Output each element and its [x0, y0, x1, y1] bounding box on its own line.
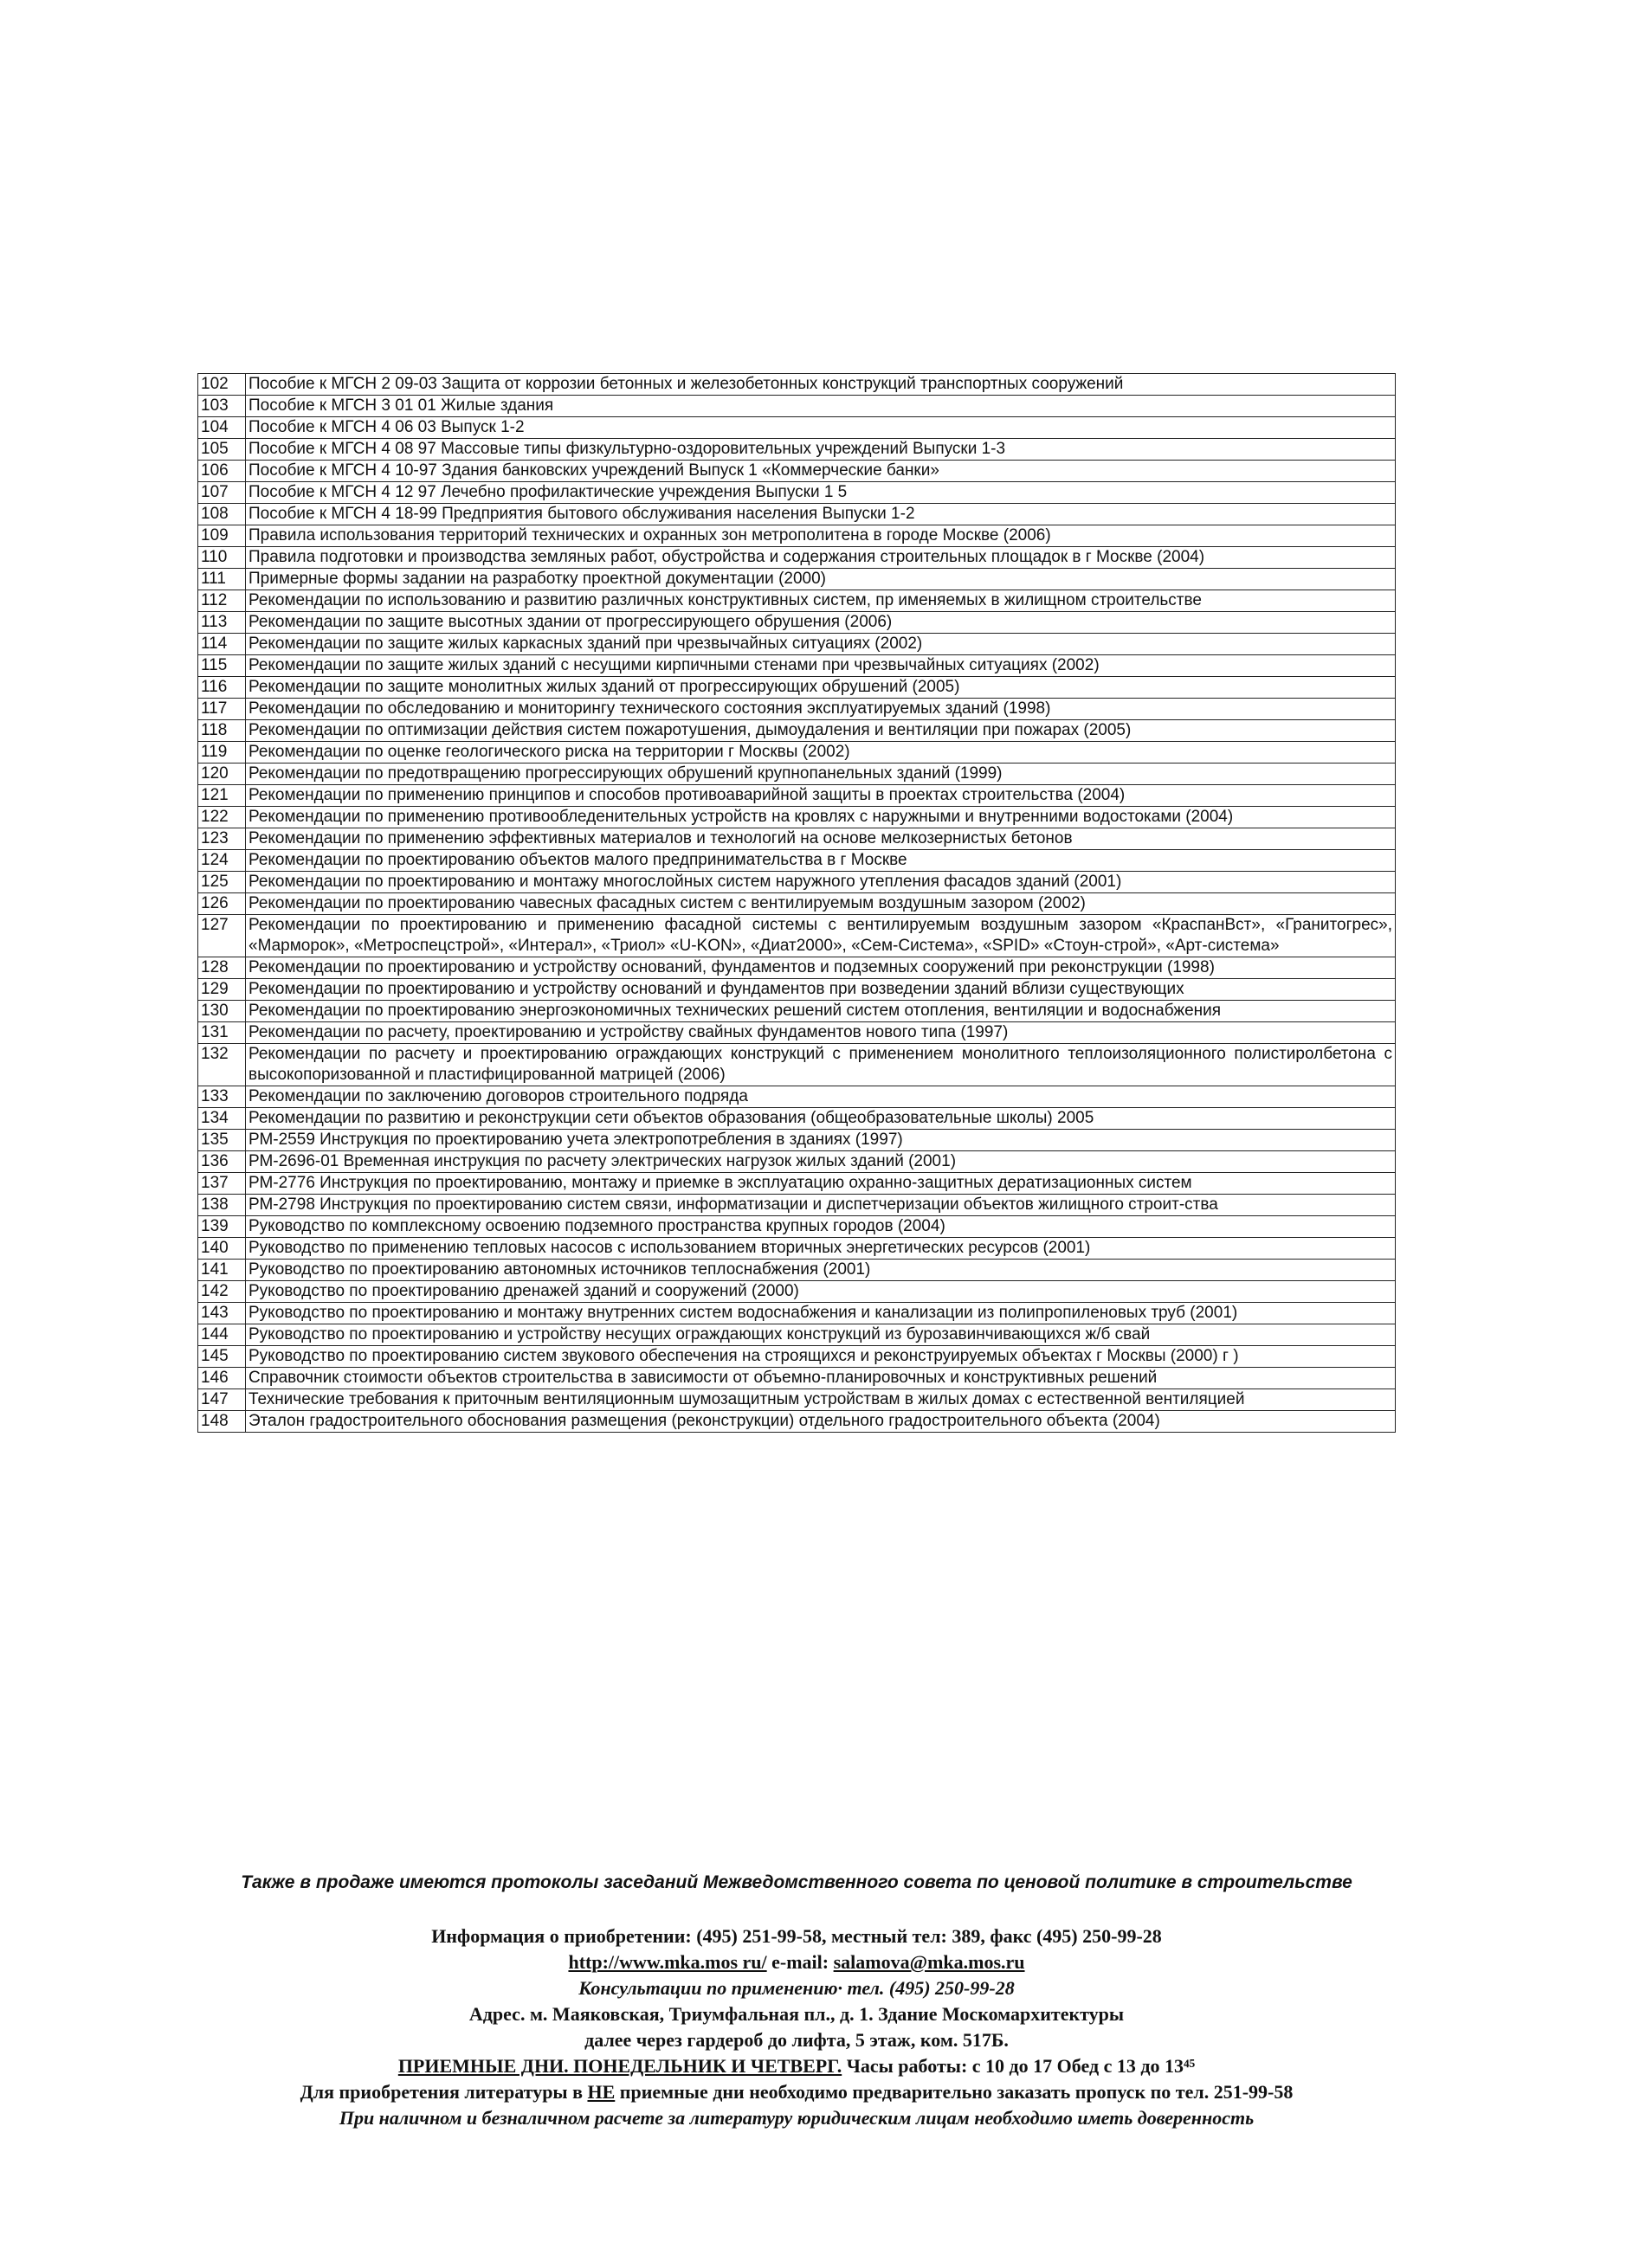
row-title: Рекомендации по защите монолитных жилых зданий от прогрессирующих обрушений (2005) — [246, 677, 1396, 699]
row-number: 111 — [198, 569, 246, 590]
row-title: Правила использования территорий технических и охранных зон метрополитена в городе Москве (2006) — [246, 525, 1396, 547]
row-title: Рекомендации по защите высотных здании от прогрессирующего обрушения (2006) — [246, 612, 1396, 634]
table-row — [198, 547, 1396, 569]
row-title: Рекомендации по применению принципов и способов противоаварийной защиты в проектах строительства (2004) — [246, 785, 1396, 807]
row-title: Пособие к МГСН 3 01 01 Жилые здания — [246, 396, 1396, 417]
row-title: Пособие к МГСН 4 08 97 Массовые типы физкультурно-оздоровительных учреждений Выпуски 1-3 — [246, 439, 1396, 461]
address-detail-line: далее через гардероб до лифта, 5 этаж, ком. 517Б. — [584, 2029, 1009, 2051]
table-row — [198, 915, 1396, 957]
row-title: Руководство по применению тепловых насосов с использованием вторичных энергетических ресурсов (2001) — [246, 1238, 1396, 1260]
row-title: Эталон градостроительного обоснования размещения (реконструкции) отдельного градостроительного объекта (2004) — [246, 1411, 1396, 1433]
table-row — [198, 1238, 1396, 1260]
row-title: Руководство по проектированию автономных источников теплоснабжения (2001) — [246, 1260, 1396, 1281]
row-title: Рекомендации по проектированию и устройству оснований, фундаментов и подземных сооружений при реконструкции (1998) — [246, 957, 1396, 979]
row-title: Пособие к МГСН 4 12 97 Лечебно профилактические учреждения Выпуски 1 5 — [246, 482, 1396, 504]
purchase-info — [139, 1923, 1455, 2131]
row-title: Рекомендации по проектированию объектов малого предпринимательства в г Москве — [246, 850, 1396, 872]
table-row — [198, 677, 1396, 699]
row-title: Руководство по проектированию систем звукового обеспечения на строящихся и реконструируемых объектах г Москвы (2000) г ) — [246, 1346, 1396, 1368]
row-number: 137 — [198, 1173, 246, 1195]
row-title: Технические требования к приточным вентиляционным шумозащитным устройствам в жилых домах с естественной вентиляцией — [246, 1389, 1396, 1411]
row-number: 105 — [198, 439, 246, 461]
info-web-line — [139, 1949, 1455, 1975]
row-number: 116 — [198, 677, 246, 699]
row-title: Рекомендации по проектированию энергоэкономичных технических решений систем отопления, вентиляции и водоснабжения — [246, 1001, 1396, 1022]
row-number: 125 — [198, 872, 246, 893]
row-number: 123 — [198, 828, 246, 850]
row-number: 142 — [198, 1281, 246, 1303]
table-row — [198, 1303, 1396, 1324]
row-title: РМ-2798 Инструкция по проектированию систем связи, информатизации и диспетчеризации объектов жилищного строит-ства — [246, 1195, 1396, 1216]
table-row — [198, 1324, 1396, 1346]
publications-table-body — [198, 374, 1396, 1433]
row-title: Руководство по комплексному освоению подземного пространства крупных городов (2004) — [246, 1216, 1396, 1238]
table-row — [198, 590, 1396, 612]
table-row — [198, 828, 1396, 850]
row-number: 122 — [198, 807, 246, 828]
pass-order-line — [139, 2079, 1455, 2105]
working-hours: Часы работы: с 10 до 17 Обед с 13 до 13⁴⁵ — [846, 2055, 1196, 2077]
row-number: 109 — [198, 525, 246, 547]
table-row — [198, 807, 1396, 828]
row-title: Пособие к МГСН 4 10-97 Здания банковских учреждений Выпуск 1 «Коммерческие банки» — [246, 461, 1396, 482]
row-number: 121 — [198, 785, 246, 807]
row-number: 113 — [198, 612, 246, 634]
row-title: Рекомендации по обследованию и мониторингу технического состояния эксплуатируемых зданий (1998) — [246, 699, 1396, 720]
row-number: 120 — [198, 764, 246, 785]
row-number: 130 — [198, 1001, 246, 1022]
row-number: 110 — [198, 547, 246, 569]
table-row — [198, 1151, 1396, 1173]
row-number: 103 — [198, 396, 246, 417]
row-number: 148 — [198, 1411, 246, 1433]
address-line: Адрес. м. Маяковская, Триумфальная пл., д. 1. Здание Москомархитектуры — [468, 2003, 1125, 2025]
row-title: Пособие к МГСН 4 18-99 Предприятия бытового обслуживания населения Выпуски 1-2 — [246, 504, 1396, 525]
info-phone-line: Информация о приобретении: (495) 251-99-58, местный тел: 389, факс (495) 250-99-28 — [431, 1925, 1162, 1947]
table-row — [198, 1411, 1396, 1433]
table-row — [198, 1173, 1396, 1195]
row-number: 115 — [198, 655, 246, 677]
table-row — [198, 1368, 1396, 1389]
table-row — [198, 396, 1396, 417]
pass-order-pre: Для приобретения литературы в — [300, 2081, 583, 2103]
table-row — [198, 1022, 1396, 1044]
row-title: Руководство по проектированию дренажей зданий и сооружений (2000) — [246, 1281, 1396, 1303]
row-title: Рекомендации по использованию и развитию различных конструктивных систем, пр именяемых в жилищном строительстве — [246, 590, 1396, 612]
row-number: 102 — [198, 374, 246, 396]
row-number: 108 — [198, 504, 246, 525]
table-row — [198, 1260, 1396, 1281]
website-link[interactable]: http://www.mka.mos ru/ — [568, 1951, 767, 1973]
row-title: Рекомендации по применению эффективных материалов и технологий на основе мелкозернистых бетонов — [246, 828, 1396, 850]
row-title: Рекомендации по проектированию и устройству оснований и фундаментов при возведении зданий вблизи существующих — [246, 979, 1396, 1001]
pass-order-post: приемные дни необходимо предварительно заказать пропуск по тел. 251-99-58 — [619, 2081, 1294, 2103]
table-row — [198, 893, 1396, 915]
table-row — [198, 525, 1396, 547]
table-row — [198, 785, 1396, 807]
table-row — [198, 1346, 1396, 1368]
row-title: Рекомендации по применению противообледенительных устройств на кровлях с наружными и внутренними водостоками (2004) — [246, 807, 1396, 828]
table-row — [198, 1195, 1396, 1216]
row-title: РМ-2696-01 Временная инструкция по расчету электрических нагрузок жилых зданий (2001) — [246, 1151, 1396, 1173]
table-row — [198, 1281, 1396, 1303]
table-row — [198, 655, 1396, 677]
row-number: 133 — [198, 1086, 246, 1108]
row-title: Рекомендации по проектированию чавесных фасадных систем с вентилируемым воздушным зазором (2002) — [246, 893, 1396, 915]
row-title: Пособие к МГСН 2 09-03 Защита от коррозии бетонных и железобетонных конструкций транспортных сооружений — [246, 374, 1396, 396]
table-row — [198, 979, 1396, 1001]
row-title: Рекомендации по проектированию и монтажу многослойных систем наружного утепления фасадов зданий (2001) — [246, 872, 1396, 893]
row-number: 127 — [198, 915, 246, 957]
row-title: Рекомендации по предотвращению прогрессирующих обрушений крупнопанельных зданий (1999) — [246, 764, 1396, 785]
table-row — [198, 461, 1396, 482]
row-number: 117 — [198, 699, 246, 720]
email-link[interactable]: salamova@mka.mos.ru — [833, 1951, 1025, 1973]
table-row — [198, 1130, 1396, 1151]
table-row — [198, 850, 1396, 872]
row-title: Правила подготовки и производства земляных работ, обустройства и содержания строительных площадок в г Москве (2004) — [246, 547, 1396, 569]
row-number: 140 — [198, 1238, 246, 1260]
table-row — [198, 1001, 1396, 1022]
row-number: 104 — [198, 417, 246, 439]
row-title: Рекомендации по расчету, проектированию и устройству свайных фундаментов нового типа (1997) — [246, 1022, 1396, 1044]
reception-days: ПРИЕМНЫЕ ДНИ. ПОНЕДЕЛЬНИК И ЧЕТВЕРГ. — [397, 2055, 842, 2077]
row-title: РМ-2559 Инструкция по проектированию учета электропотребления в зданиях (1997) — [246, 1130, 1396, 1151]
row-number: 145 — [198, 1346, 246, 1368]
row-title: Рекомендации по заключению договоров строительного подряда — [246, 1086, 1396, 1108]
table-row — [198, 742, 1396, 764]
row-title: Пособие к МГСН 4 06 03 Выпуск 1-2 — [246, 417, 1396, 439]
row-number: 139 — [198, 1216, 246, 1238]
table-row — [198, 1086, 1396, 1108]
publications-table — [197, 373, 1396, 1433]
payment-note: При наличном и безналичном расчете за литературу юридическим лицам необходимо иметь доверенность — [339, 2107, 1255, 2129]
row-number: 134 — [198, 1108, 246, 1130]
row-title: Руководство по проектированию и устройству несущих ограждающих конструкций из бурозавинчивающихся ж/б свай — [246, 1324, 1396, 1346]
table-row — [198, 872, 1396, 893]
row-number: 114 — [198, 634, 246, 655]
row-number: 144 — [198, 1324, 246, 1346]
table-row — [198, 417, 1396, 439]
table-row — [198, 569, 1396, 590]
row-title: Руководство по проектированию и монтажу внутренних систем водоснабжения и канализации из полипропиленовых труб (2001) — [246, 1303, 1396, 1324]
row-title: Рекомендации по защите жилых зданий с несущими кирпичными стенами при чрезвычайных ситуациях (2002) — [246, 655, 1396, 677]
table-row — [198, 1216, 1396, 1238]
row-title: Рекомендации по защите жилых каркасных зданий при чрезвычайных ситуациях (2002) — [246, 634, 1396, 655]
pass-order-ne: НЕ — [587, 2081, 616, 2103]
row-number: 141 — [198, 1260, 246, 1281]
row-title: Справочник стоимости объектов строительства в зависимости от объемно-планировочных и конструктивных решений — [246, 1368, 1396, 1389]
row-title: Рекомендации по проектированию и применению фасадной системы с вентилируемым воздушным зазором «КраспанВст», «Гранитогрес», «Марморок», «Метроспецстрой», «Интерал», «Триол» «U-KON», «Диат2000», «Сем-Система», «SPID» «Стоун-строй», «Арт-система» — [246, 915, 1396, 957]
reception-days-line — [139, 2053, 1455, 2079]
row-title: Рекомендации по оптимизации действия систем пожаротушения, дымоудаления и вентиляции при пожарах (2005) — [246, 720, 1396, 742]
table-row — [198, 634, 1396, 655]
row-number: 131 — [198, 1022, 246, 1044]
row-number: 147 — [198, 1389, 246, 1411]
row-number: 138 — [198, 1195, 246, 1216]
table-row — [198, 504, 1396, 525]
row-number: 106 — [198, 461, 246, 482]
table-row — [198, 1044, 1396, 1086]
row-number: 119 — [198, 742, 246, 764]
row-number: 112 — [198, 590, 246, 612]
row-title: Рекомендации по расчету и проектированию ограждающих конструкций с применением монолитного теплоизоляционного полистиролбетона с высокопоризованной и пластифицированной матрицей (2006) — [246, 1044, 1396, 1086]
table-row — [198, 482, 1396, 504]
row-title: РМ-2776 Инструкция по проектированию, монтажу и приемке в эксплуатацию охранно-защитных дератизационных систем — [246, 1173, 1396, 1195]
row-title: Рекомендации по развитию и реконструкции сети объектов образования (общеобразовательные школы) 2005 — [246, 1108, 1396, 1130]
table-row — [198, 612, 1396, 634]
row-number: 129 — [198, 979, 246, 1001]
row-number: 146 — [198, 1368, 246, 1389]
protocols-note: Также в продаже имеются протоколы заседаний Межведомственного совета по ценовой политике в строительстве — [241, 1872, 1352, 1892]
row-number: 128 — [198, 957, 246, 979]
row-number: 132 — [198, 1044, 246, 1086]
table-row — [198, 1108, 1396, 1130]
table-row — [198, 720, 1396, 742]
row-number: 107 — [198, 482, 246, 504]
row-number: 118 — [198, 720, 246, 742]
table-row — [198, 957, 1396, 979]
row-number: 136 — [198, 1151, 246, 1173]
email-label: e-mail: — [771, 1951, 829, 1973]
table-row — [198, 1389, 1396, 1411]
row-title: Рекомендации по оценке геологического риска на территории г Москвы (2002) — [246, 742, 1396, 764]
table-row — [198, 374, 1396, 396]
row-number: 124 — [198, 850, 246, 872]
table-row — [198, 439, 1396, 461]
row-number: 126 — [198, 893, 246, 915]
row-title: Примерные формы задании на разработку проектной документации (2000) — [246, 569, 1396, 590]
consult-line: Консультации по применению· тел. (495) 250-99-28 — [578, 1977, 1015, 1999]
row-number: 143 — [198, 1303, 246, 1324]
row-number: 135 — [198, 1130, 246, 1151]
table-row — [198, 699, 1396, 720]
table-row — [198, 764, 1396, 785]
